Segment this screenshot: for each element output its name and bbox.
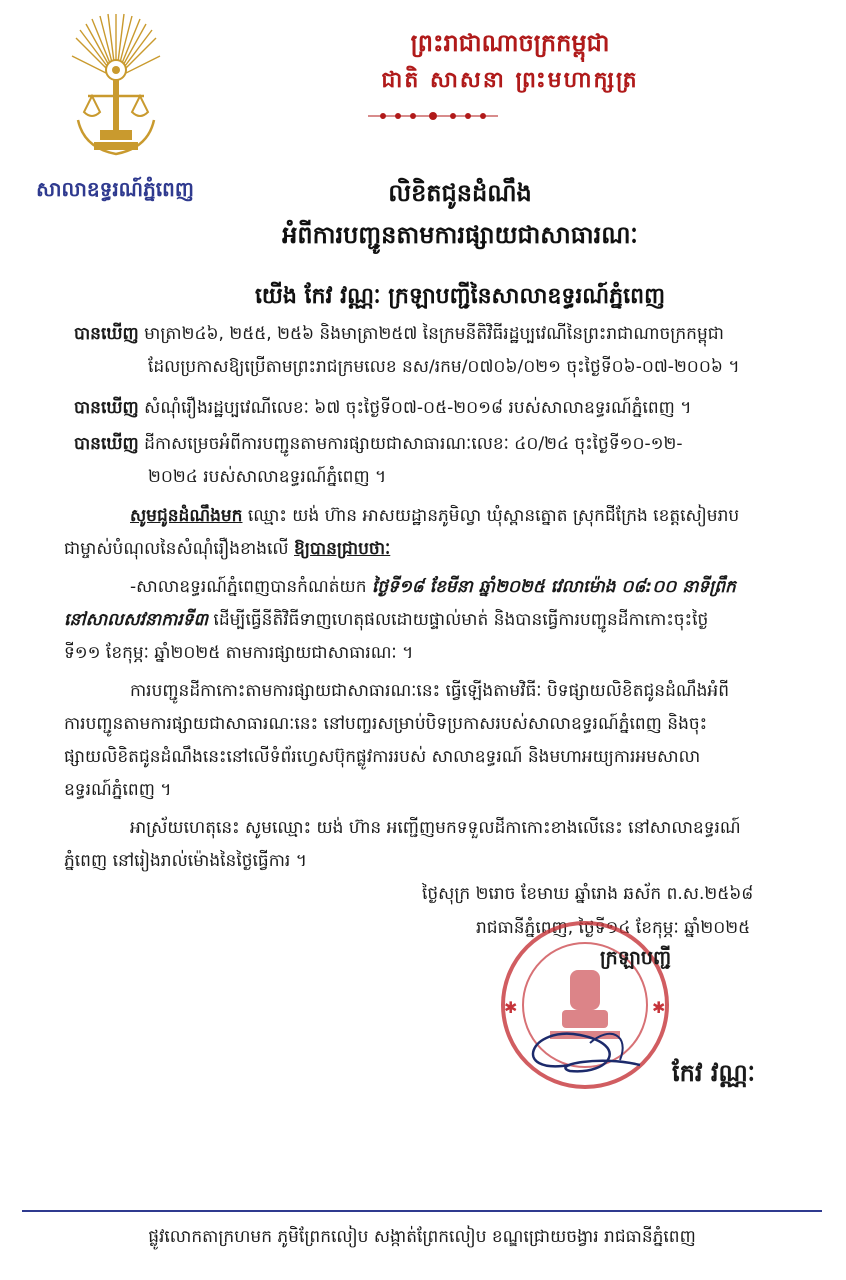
paragraph-considering-case [74,392,794,425]
document-subtitle: អំពីការបញ្ជូនតាមការផ្សាយជាសាធារណៈ [282,221,638,249]
para-continuation: ផ្សាយលិខិតជូនដំណឹងនេះនៅលើទំព័រហ្វេសប៊ុកផ្លូវការរបស់ សាលាឧទ្ធរណ៍ និងមហាអយ្យការអមសាលា [64,747,701,767]
para-text: ការបញ្ជូនដីកាកោះតាមការផ្សាយជាសាធារណៈនេះ ធ្វើឡើងតាមវិធីៈ បិទផ្សាយលិខិតជូនដំណឹងអំពី [130,681,730,701]
para-text: ដើម្បីធ្វើនីតិវិធីទាញហេតុផលដោយផ្ទាល់មាត់ និងបានធ្វើការបញ្ជូនដីកាកោះចុះថ្ងៃ [208,610,709,630]
svg-text:✱: ✱ [504,998,518,1017]
para-text: អាស្រ័យហេតុនេះ សូមឈ្មោះ យង់ ហ៊ាន អញ្ជើញមកទទួលដីកាកោះខាងលើនេះ នៅសាលាឧទ្ធរណ៍ [130,818,741,838]
paragraph-conclusion [64,812,794,878]
para-continuation: ទី១១ ខែកុម្ភៈ ឆ្នាំ២០២៥ តាមការផ្សាយជាសាធារណៈ ។ [64,643,414,663]
kingdom-title: ព្រះរាជាណាចក្រកម្ពុជា [410,29,610,57]
para-text: ដីកាសម្រេចអំពីការបញ្ជូនតាមការផ្សាយជាសាធារណៈលេខៈ ៤០/២៤ ចុះថ្ងៃទី១០-១២- [138,434,683,454]
para-lead: បានឃើញ [74,398,139,418]
para-emphasis: ឱ្យបានជ្រាបថាៈ [294,539,391,559]
svg-text:✱: ✱ [652,998,666,1017]
signer-position: ក្រឡាបញ្ជី [600,947,672,969]
para-continuation: ដែលប្រកាសឱ្យប្រើតាមព្រះរាជក្រមលេខ នស/រកម/០៧០៦/០២១ ចុះថ្ងៃទី០៦-០៧-២០០៦ ។ [148,357,740,377]
para-continuation: ភ្នំពេញ នៅរៀងរាល់ម៉ោងនៃថ្ងៃធ្វើការ ។ [64,851,307,871]
para-lead: បានឃើញ [74,324,139,344]
para-text: ឈ្មោះ យង់ ហ៊ាន អាសយដ្ឋានភូមិល្វា ឃុំស្ពានត្នោត ស្រុកជីក្រែង ខេត្តសៀមរាប [242,506,740,526]
footer-divider [22,1210,822,1212]
national-motto: ជាតិ សាសនា ព្រះមហាក្សត្រ [381,68,639,93]
divider-ornament-icon [368,110,498,122]
document-title: លិខិតជូនដំណឹង [388,179,532,207]
para-text: មាត្រា២៤៦, ២៥៥, ២៥៦ និងមាត្រា២៥៧ នៃក្រមនីតិវិធីរដ្ឋប្បវេណីនៃព្រះរាជាណាចក្រកម្ពុជា [138,324,724,344]
court-emblem-icon [70,8,162,168]
issuer-line: យើង កែវ វណ្ណៈ ក្រឡាបញ្ជីនៃសាលាឧទ្ធរណ៍ភ្នំពេញ [254,284,666,309]
hearing-room: នៅសាលសវនាការទី៣ [64,610,209,630]
para-lead: សូមជូនដំណឹងមក [130,506,243,526]
lunar-date: ថ្ងៃសុក្រ ២រោច ខែមាឃ ឆ្នាំរោង ឆស័ក ព.ស.២៥៦៨ [422,884,754,904]
para-text: -សាលាឧទ្ធរណ៍ភ្នំពេញបានកំណត់យក [130,577,372,597]
para-continuation: ឧទ្ធរណ៍ភ្នំពេញ ។ [64,780,172,800]
para-continuation: ជាម្ចាស់បំណុលនៃសំណុំរឿងខាងលើ [64,539,295,559]
official-seal-icon [490,915,680,1095]
paragraph-publication-method [64,675,794,807]
footer-address: ផ្លូវលោកតាក្រហមក ភូមិព្រែកលៀប សង្កាត់ព្រែកលៀប ខណ្ឌជ្រោយចង្វារ រាជធានីភ្នំពេញ [148,1227,696,1247]
paragraph-considering-order [74,428,794,494]
court-name: សាលាឧទ្ធរណ៍ភ្នំពេញ [36,177,194,201]
para-lead: បានឃើញ [74,434,139,454]
paragraph-hearing-date [64,571,794,670]
solar-date: រាជធានីភ្នំពេញ, ថ្ងៃទី១៤ ខែកុម្ភៈ ឆ្នាំ២០២៥ [476,918,751,938]
para-continuation: ២០២៤ របស់សាលាឧទ្ធរណ៍ភ្នំពេញ ។ [148,467,387,487]
para-continuation: ការបញ្ជូនតាមការផ្សាយជាសាធារណៈនេះ នៅបញ្ចរសម្រាប់បិទប្រកាសរបស់សាលាឧទ្ធរណ៍ភ្នំពេញ និងចុះ [64,714,708,734]
signer-name: កែវ វណ្ណៈ [672,1059,756,1087]
paragraph-notification [64,500,794,566]
hearing-datetime: ថ្ងៃទី១៨ ខែមីនា ឆ្នាំ២០២៥ វេលាម៉ោង ០៨:០០ នាទីព្រឹក [371,577,736,597]
paragraph-considering-articles [74,318,794,384]
para-text: សំណុំរឿងរដ្ឋប្បវេណីលេខៈ ៦៧ ចុះថ្ងៃទី០៧-០៥-២០១៨ របស់សាលាឧទ្ធរណ៍ភ្នំពេញ ។ [138,398,692,418]
